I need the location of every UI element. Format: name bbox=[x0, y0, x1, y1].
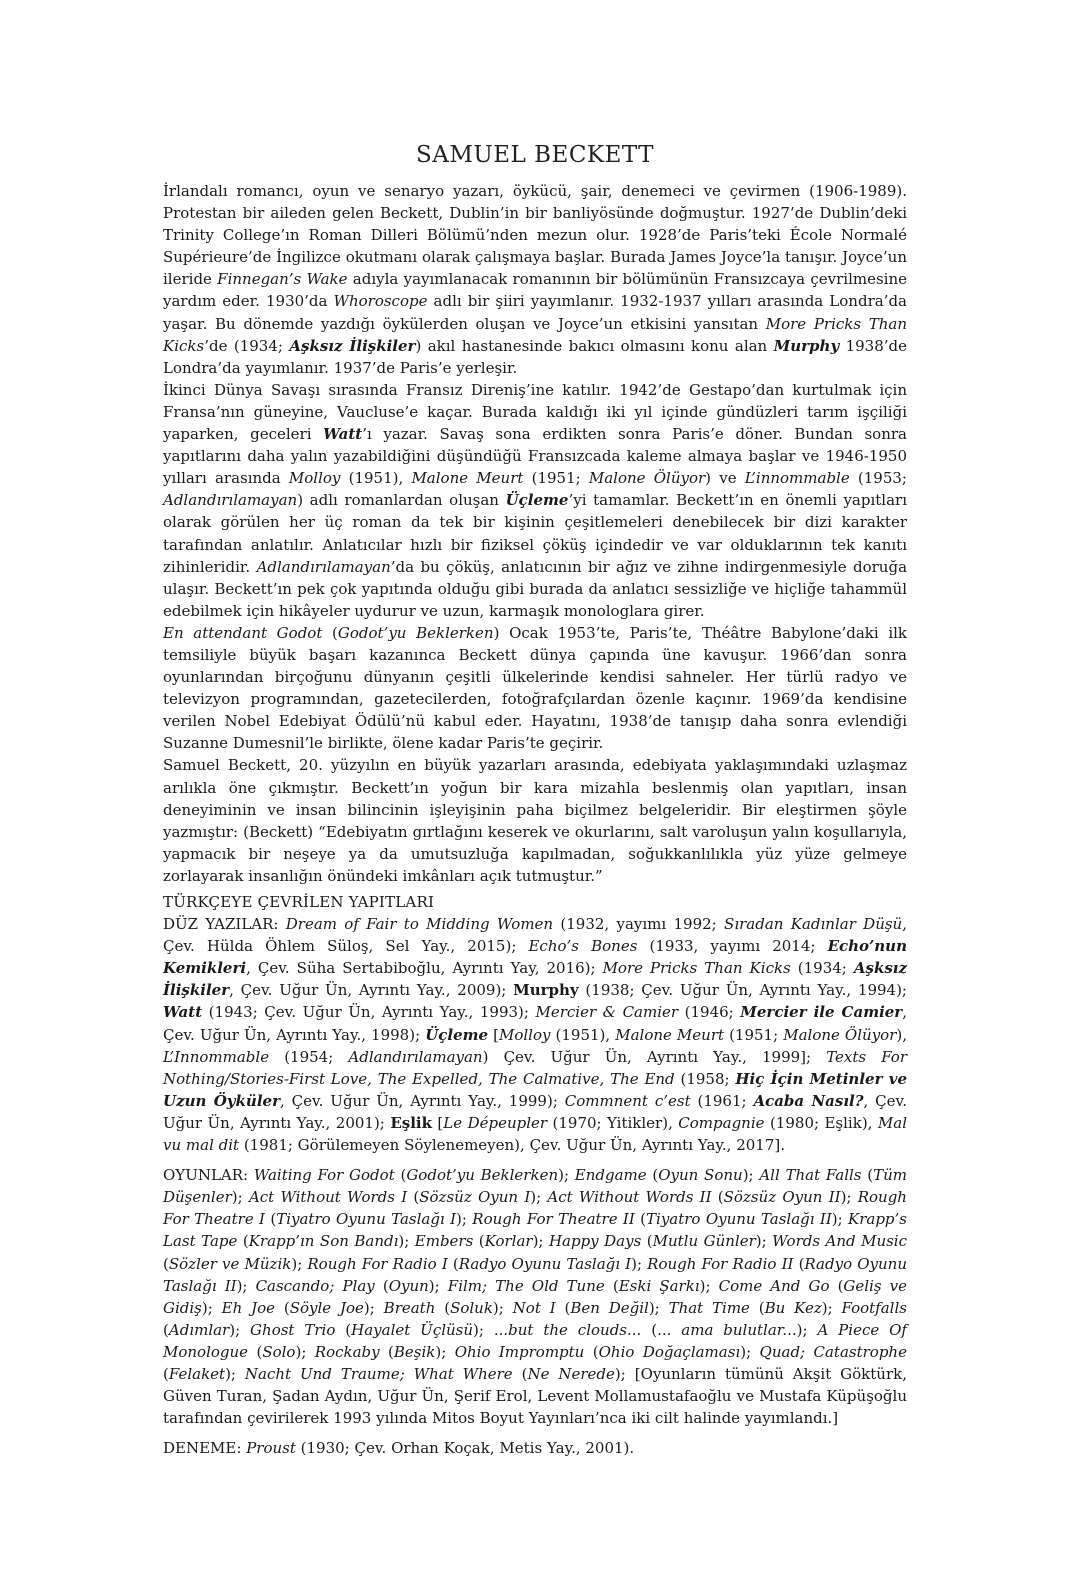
italic-run: Adımlar bbox=[168, 1320, 230, 1339]
bold-run: Eşlik bbox=[390, 1113, 432, 1132]
text-run: ); bbox=[631, 1254, 648, 1273]
italic-run: Sözler ve Müzik bbox=[168, 1254, 292, 1273]
italic-run: Embers bbox=[414, 1232, 474, 1251]
italic-run: Le Dépeupler bbox=[443, 1113, 548, 1132]
text-run: ); bbox=[821, 1298, 842, 1317]
italic-run: Rough For Theatre II bbox=[472, 1210, 635, 1229]
text-run: ); bbox=[840, 1188, 858, 1207]
text-run: ( bbox=[237, 1232, 249, 1251]
italic-run: ...but the clouds... bbox=[493, 1320, 642, 1339]
text-run: Samuel Beckett, 20. yüzyılın en büyük yazarları arasında, edebiyata yaklaşımındaki uzlaşmaz arılıkla öne çıkmıştır. Beckett’ın yoğun bir kara mizahla beslenmiş olan yapıtları, insan deneyiminin ve insan bilincinin işleyişinin paha biçilmez belgeleridir. Bir eleştirmen şöyle yazmıştır: (Beckett) “Edebiyatın gırtlağını keserek ve okurlarını, salt varoluşun yalın koşullarıyla, yapmacık bir neşeye ya da umutsuzluğa kapılmadan, soğukkanlılıkla yüz yüze gelmeye zorlayarak insanlığın önündeki imkânları açık tutmuştur.” bbox=[163, 756, 907, 885]
text-run: ( bbox=[634, 1210, 647, 1229]
text-run: ) ve bbox=[705, 469, 745, 488]
text-run: ( bbox=[379, 1342, 394, 1361]
text-run: ); bbox=[648, 1298, 669, 1317]
italic-run: Radyo Oyunu Taslağı I bbox=[458, 1254, 632, 1273]
italic-run: Nacht Und Traume; What Where bbox=[244, 1364, 513, 1383]
text-run: ) adlı romanlardan oluşan bbox=[297, 491, 506, 510]
italic-run: L’innommable bbox=[744, 469, 850, 488]
text-run: ’da bu çöküş, anlatıcının bir ağız ve zihne indirgenmesiyle doruğa ulaşır. Beckett’ın pek çok yapıtında olduğu gibi burada da anlatıcı sessizliğe ve hiçliğe tahammül edebilmek için hikâyeler uydurur ve uzun, karmaşık monologlara girer. bbox=[163, 557, 908, 620]
text-run: ); bbox=[831, 1210, 849, 1229]
italic-run: Ohio Doğaçlaması bbox=[598, 1342, 741, 1361]
page-title: SAMUEL BECKETT bbox=[415, 142, 655, 168]
italic-run: Quad; Catastrophe bbox=[759, 1342, 907, 1361]
text-run: ( bbox=[829, 1276, 844, 1295]
text-run: (1953; bbox=[849, 469, 907, 488]
italic-run: More Pricks Than Kicks bbox=[602, 959, 791, 978]
text-run: (1951; bbox=[523, 469, 589, 488]
italic-run: Texts For Nothing/Stories-First Love, The Expelled, The Calmative, The End bbox=[163, 1047, 907, 1088]
text-run: ); bbox=[229, 1320, 251, 1339]
italic-run: Malone Ölüyor bbox=[588, 469, 706, 488]
italic-run: Solo bbox=[262, 1342, 296, 1361]
bold-italic-run: Üçleme bbox=[505, 491, 569, 510]
text-run: ) Ocak 1953’te, Paris’te, Théâtre Babylone’daki ilk temsiliyle büyük başarı kazanınca Beckett dünya çapında üne kavuşur. 1966’dan sonra oyunlarından birçoğunu dünyanın çeşitli ülkelerinde kendisi sahneler. Her türlü radyo ve televizyon programından, gazetecilerden, fotoğrafçılardan özenle kaçınır. 1969’da kendisine verilen Nobel Edebiyat Ödülü’nü kabul eder. Hayatını, 1938’de tanışıp daha sonra evlendiği Suzanne Dumesnil’le birlikte, ölene kadar Paris’te geçirir. bbox=[163, 623, 908, 753]
text-run: ); bbox=[295, 1342, 315, 1361]
text-run: ( bbox=[407, 1188, 420, 1207]
italic-run: Mutlu Günler bbox=[652, 1232, 756, 1251]
text-run: [ bbox=[488, 1025, 499, 1044]
text-run: ( bbox=[641, 1320, 658, 1339]
text-run: ), bbox=[896, 1025, 907, 1044]
bold-italic-run: Acaba Nasıl? bbox=[753, 1091, 864, 1110]
italic-run: All That Falls bbox=[759, 1166, 862, 1185]
text-run: ( bbox=[641, 1232, 653, 1251]
text-run: (1934; bbox=[790, 959, 854, 978]
works-essay bbox=[163, 1437, 907, 1459]
text-run: DÜZ YAZILAR: bbox=[163, 915, 286, 934]
text-run: (1951), bbox=[550, 1025, 616, 1044]
text-run: ( bbox=[646, 1166, 659, 1185]
italic-run: Rough For Radio II bbox=[647, 1254, 794, 1273]
works-prose bbox=[163, 913, 907, 1156]
italic-run: Echo’s Bones bbox=[528, 937, 638, 956]
translations-heading: TÜRKÇEYE ÇEVRİLEN YAPITLARI bbox=[163, 893, 435, 911]
text-run: (1932, yayımı 1992; bbox=[553, 915, 725, 934]
text-run: ( bbox=[335, 1320, 352, 1339]
text-run: ( bbox=[555, 1298, 571, 1317]
text-run: , Çev. Uğur Ün, Ayrıntı Yay., 1998); bbox=[163, 1003, 907, 1044]
bold-italic-run: Aşksız İlişkiler bbox=[163, 959, 908, 1000]
text-run: (1951; bbox=[724, 1025, 784, 1044]
italic-run: Tüm Düşenler bbox=[163, 1166, 907, 1207]
text-run: (1958; bbox=[674, 1069, 736, 1088]
text-run: ); bbox=[398, 1232, 415, 1251]
italic-run: Söyle Joe bbox=[289, 1298, 364, 1317]
text-run: ( bbox=[473, 1232, 485, 1251]
italic-run: Adlandırılamayan bbox=[256, 557, 391, 576]
text-run: ); bbox=[796, 1320, 818, 1339]
text-run: ( bbox=[163, 1364, 169, 1383]
text-run: 1938’de Londra’da yayımlanır. 1937’de Paris’e yerleşir. bbox=[163, 336, 908, 377]
text-run: ( bbox=[163, 1320, 169, 1339]
italic-run: A Piece Of Monologue bbox=[163, 1320, 907, 1361]
text-run: (1981; Görülemeyen Söylenemeyen), Çev. Uğur Ün, Ayrıntı Yay., 2017]. bbox=[239, 1136, 786, 1155]
italic-run: Beşik bbox=[393, 1342, 436, 1361]
text-run: (1961; bbox=[690, 1091, 754, 1110]
text-run: ); bbox=[201, 1298, 222, 1317]
italic-run: Act Without Words II bbox=[547, 1188, 712, 1207]
italic-run: Proust bbox=[246, 1439, 296, 1458]
text-run: ); bbox=[456, 1210, 473, 1229]
italic-run: Malone Meurt bbox=[411, 469, 524, 488]
text-run: ); bbox=[742, 1166, 760, 1185]
bold-italic-run: Watt bbox=[163, 1003, 203, 1022]
text-run: , Çev. Uğur Ün, Ayrıntı Yay., 1999); bbox=[279, 1091, 565, 1110]
text-run: ); bbox=[699, 1276, 719, 1295]
italic-run: Bu Kez bbox=[764, 1298, 822, 1317]
text-run: ); bbox=[530, 1188, 548, 1207]
italic-run: Godot’yu Beklerken bbox=[337, 623, 494, 642]
text-run: (1938; Çev. Uğur Ün, Ayrıntı Yay., 1994); bbox=[578, 981, 907, 1000]
text-run: ( bbox=[275, 1298, 290, 1317]
italic-run: Geliş ve Gidiş bbox=[163, 1276, 908, 1317]
text-run: ’yi tamamlar. Beckett’ın en önemli yapıtları olarak görülen her üç roman da tek bir kişinin çeşitlemeleri denebilecek bir dizi karakter tarafından anlatılır. Anlatıcılar hızlı bir fiziksel çöküş içindedir ve var olduklarının tek kanıtı zihinleridir. bbox=[163, 491, 908, 576]
italic-run: Finnegan’s Wake bbox=[217, 270, 348, 289]
text-run: ); bbox=[236, 1276, 256, 1295]
italic-run: Not I bbox=[512, 1298, 556, 1317]
italic-run: Dream of Fair to Midding Women bbox=[285, 915, 554, 934]
bold-italic-run: Hiç İçin Metinler ve Uzun Öyküler bbox=[163, 1069, 908, 1110]
italic-run: Eh Joe bbox=[221, 1298, 276, 1317]
document-page bbox=[163, 142, 907, 1467]
italic-run: Whoroscope bbox=[333, 292, 428, 311]
text-run: , Çev. Hülda Öhlem Süloş, Sel Yay., 2015); bbox=[163, 915, 907, 956]
text-run: ( bbox=[322, 623, 338, 642]
italic-run: Adlandırılamayan bbox=[163, 491, 298, 510]
italic-run: Come And Go bbox=[718, 1276, 830, 1295]
text-run: ); bbox=[225, 1364, 245, 1383]
italic-run: Happy Days bbox=[548, 1232, 642, 1251]
italic-run: Korlar bbox=[484, 1232, 533, 1251]
text-run: , Çev. Süha Sertabiboğlu, Ayrıntı Yay, 2016); bbox=[246, 959, 603, 978]
italic-run: Oyun Sonu bbox=[658, 1166, 743, 1185]
text-run: ( bbox=[394, 1166, 407, 1185]
italic-run: Eski Şarkı bbox=[618, 1276, 700, 1295]
text-run: ); bbox=[558, 1166, 575, 1185]
works-plays bbox=[163, 1164, 907, 1429]
text-run: ); bbox=[291, 1254, 308, 1273]
text-run: (1946; bbox=[678, 1003, 741, 1022]
italic-run: Molloy bbox=[498, 1025, 551, 1044]
italic-run: More Pricks Than Kicks bbox=[163, 314, 907, 355]
bold-italic-run: Watt bbox=[323, 425, 363, 444]
text-run: ); bbox=[532, 1232, 549, 1251]
text-run: , Çev. Uğur Ün, Ayrıntı Yay., 2009); bbox=[229, 981, 514, 1000]
text-run: ); [Oyunların tümünü Akşit Göktürk, Güven Turan, Şadan Aydın, Uğur Ün, Şerif Erol, Levent Mollamustafaoğlu ve Mustafa Küpüşoğlu tarafından çevirilerek 1993 yılında Mitos Boyut Yayınları’nca iki cilt halinde yayımlandı.] bbox=[163, 1364, 907, 1428]
italic-run: Mal vu mal dit bbox=[163, 1113, 907, 1155]
italic-run: Breath bbox=[383, 1298, 436, 1317]
italic-run: Ghost Trio bbox=[250, 1320, 336, 1339]
italic-run: That Time bbox=[668, 1298, 750, 1317]
text-run: ( bbox=[604, 1276, 619, 1295]
italic-run: Cascando; Play bbox=[255, 1276, 375, 1295]
italic-run: Malone Ölüyor bbox=[783, 1025, 897, 1044]
text-run: ( bbox=[711, 1188, 724, 1207]
italic-run: En attendant Godot bbox=[163, 623, 323, 642]
text-run: İkinci Dünya Savaşı sırasında Fransız Direniş’ine katılır. 1942’de Gestapo’dan kurtulmak için Fransa’nın güneyine, Vaucluse’e kaçar. Burada kaldığı iki yıl içinde gündüzleri tarım işçiliği yaparken, geceleri bbox=[163, 380, 907, 444]
italic-run: Waiting For Godot bbox=[253, 1166, 395, 1185]
bio-paragraph-3 bbox=[163, 622, 907, 755]
italic-run: Mercier & Camier bbox=[535, 1003, 679, 1022]
text-run: DENEME: bbox=[163, 1439, 247, 1458]
text-run: , Çev. Uğur Ün, Ayrıntı Yay., 2001); bbox=[163, 1091, 907, 1132]
text-run: ( bbox=[374, 1276, 389, 1295]
text-run: ( bbox=[248, 1342, 263, 1361]
italic-run: Act Without Words I bbox=[248, 1188, 408, 1207]
text-run: ’ı yazar. Savaş sona erdikten sonra Paris’e döner. Bundan sonra yapıtlarını daha yalın yazabildiğini düşündüğü Fransızcada kaleme almaya başlar ve 1946-1950 yılları arasında bbox=[163, 425, 907, 488]
text-run: ); bbox=[428, 1276, 448, 1295]
text-run: ( bbox=[435, 1298, 451, 1317]
bold-run: Murphy bbox=[513, 981, 579, 1000]
text-run: adıyla yayımlanacak romanının bir bölümünün Fransızcaya çevrilmesine yardım eder. 1930’da bbox=[163, 270, 907, 311]
italic-run: Footfalls bbox=[841, 1298, 907, 1317]
italic-run: Words And Music bbox=[772, 1232, 907, 1251]
text-run: ) Çev. Uğur Ün, Ayrıntı Yay., 1999]; bbox=[482, 1047, 827, 1066]
italic-run: Rough For Theatre I bbox=[163, 1188, 907, 1229]
text-run: (1933, yayımı 2014; bbox=[637, 937, 828, 956]
text-run: ( bbox=[793, 1254, 805, 1273]
text-run: (1980; Eşlik), bbox=[764, 1113, 878, 1132]
text-run: ( bbox=[861, 1166, 874, 1185]
text-run: ( bbox=[512, 1364, 528, 1383]
text-run: adlı bir şiiri yayımlanır. 1932-1937 yılları arasında Londra’da yaşar. Bu dönemde yazdığı öykülerden oluşan ve Joyce’un etkisini yansıtan bbox=[163, 292, 907, 333]
bio-paragraph-2 bbox=[163, 379, 907, 622]
italic-run: L’Innommable bbox=[163, 1047, 270, 1066]
italic-run: Hayalet Üçlüsü bbox=[351, 1320, 474, 1339]
italic-run: Rough For Radio I bbox=[307, 1254, 448, 1273]
text-run: ( bbox=[447, 1254, 459, 1273]
italic-run: Sözsüz Oyun II bbox=[723, 1188, 841, 1207]
italic-run: ... ama bulutlar... bbox=[657, 1320, 797, 1339]
italic-run: Commnent c’est bbox=[564, 1091, 691, 1110]
text-run: ( bbox=[163, 1254, 169, 1273]
italic-run: Sözsüz Oyun I bbox=[419, 1188, 531, 1207]
text-run: ) akıl hastanesinde bakıcı olmasını konu alan bbox=[415, 336, 774, 355]
italic-run: Rockaby bbox=[314, 1342, 380, 1361]
italic-run: Godot’yu Beklerken bbox=[406, 1166, 559, 1185]
italic-run: Sıradan Kadınlar Düşü bbox=[724, 915, 903, 934]
text-run: ); bbox=[363, 1298, 384, 1317]
italic-run: Adlandırılamayan bbox=[348, 1047, 483, 1066]
italic-run: Compagnie bbox=[678, 1113, 765, 1132]
text-run: ); bbox=[473, 1320, 494, 1339]
text-run: ( bbox=[749, 1298, 765, 1317]
text-run: OYUNLAR: bbox=[163, 1166, 254, 1185]
italic-run: Oyun bbox=[388, 1276, 429, 1295]
italic-run: Krapp’s Last Tape bbox=[163, 1210, 908, 1251]
text-run: ); bbox=[740, 1342, 760, 1361]
text-run: (1943; Çev. Uğur Ün, Ayrıntı Yay., 1993); bbox=[202, 1003, 536, 1022]
text-run: (1954; bbox=[269, 1047, 349, 1066]
text-run: ); bbox=[755, 1232, 773, 1251]
text-run: ’de (1934; bbox=[204, 336, 290, 355]
italic-run: Malone Meurt bbox=[615, 1025, 725, 1044]
italic-run: Ohio Impromptu bbox=[454, 1342, 585, 1361]
bio-paragraph-1 bbox=[163, 180, 907, 379]
bold-italic-run: Mercier ile Camier bbox=[740, 1003, 903, 1022]
text-run: (1970; Yitikler), bbox=[547, 1113, 679, 1132]
text-run: ); bbox=[435, 1342, 455, 1361]
bold-italic-run: Üçleme bbox=[425, 1025, 489, 1044]
text-run: ); bbox=[231, 1188, 249, 1207]
italic-run: Tiyatro Oyunu Taslağı I bbox=[276, 1210, 457, 1229]
bold-italic-run: Aşksız İlişkiler bbox=[289, 336, 416, 355]
italic-run: Film; The Old Tune bbox=[447, 1276, 605, 1295]
italic-run: Soluk bbox=[450, 1298, 493, 1317]
italic-run: Ne Nerede bbox=[527, 1364, 615, 1383]
text-run: (1951), bbox=[340, 469, 412, 488]
italic-run: Krapp’ın Son Bandı bbox=[248, 1232, 399, 1251]
italic-run: Tiyatro Oyunu Taslağı II bbox=[646, 1210, 832, 1229]
bold-italic-run: Murphy bbox=[773, 336, 840, 355]
bold-italic-run: Echo’nun Kemikleri bbox=[163, 937, 907, 978]
italic-run: Felaket bbox=[168, 1364, 226, 1383]
text-run: ( bbox=[584, 1342, 599, 1361]
italic-run: Endgame bbox=[574, 1166, 647, 1185]
bio-paragraph-4 bbox=[163, 754, 907, 887]
text-run: ); bbox=[492, 1298, 513, 1317]
italic-run: Radyo Oyunu Taslağı II bbox=[163, 1254, 907, 1295]
text-run: [ bbox=[431, 1113, 444, 1132]
italic-run: Ben Değil bbox=[570, 1298, 649, 1317]
italic-run: Molloy bbox=[288, 469, 341, 488]
text-run: ( bbox=[264, 1210, 277, 1229]
text-run: İrlandalı romancı, oyun ve senaryo yazarı, öykücü, şair, denemeci ve çevirmen (1906-1989). Protestan bir aileden gelen Beckett, Dublin’in bir banliyösünde doğmuştur. 1927’de Dublin’deki Trinity College’ın Roman Dilleri Bölümü’nden mezun olur. 1928’de Paris’teki École Normalé Supérieure’de İngilizce okutmanı olarak çalışmaya başlar. Burada James Joyce’la tanışır. Joyce’un ileride bbox=[163, 182, 907, 289]
text-run: (1930; Çev. Orhan Koçak, Metis Yay., 2001). bbox=[295, 1439, 635, 1458]
